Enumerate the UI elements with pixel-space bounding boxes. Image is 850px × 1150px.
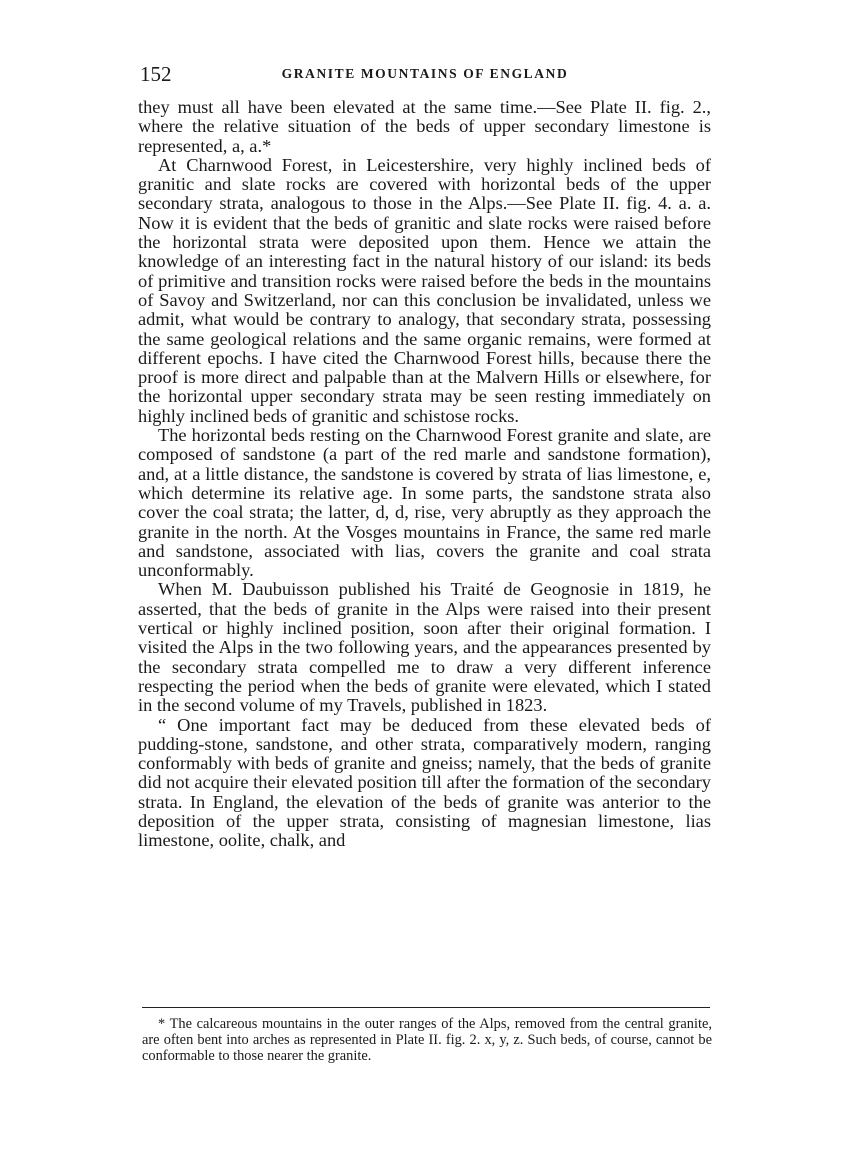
page-header <box>140 62 710 88</box>
paragraph: At Charnwood Forest, in Leicestershire, very highly inclined beds of granitic and slate rocks are covered with horizontal beds of the upper secondary strata, analogous to those in the Alps.—See Plate II. fig. 4. a. a. Now it is evident that the beds of granitic and slate rocks were raised before the horizontal strata were deposited upon them. Hence we attain the knowledge of an interesting fact in the natural history of our island: its beds of primitive and transition rocks were raised before the beds in the mountains of Savoy and Switzerland, nor can this conclusion be invalidated, unless we admit, what would be contrary to analogy, that secondary strata, possessing the same geological relations and the same organic remains, were formed at different epochs. I have cited the Charnwood Forest hills, because there the proof is more direct and palpable than at the Malvern Hills or elsewhere, for the horizontal upper secondary strata may be seen resting immediately on highly inclined beds of granitic and schistose rocks. <box>138 154 711 426</box>
paragraph: The horizontal beds resting on the Charnwood Forest granite and slate, are composed of sandstone (a part of the red marle and sandstone formation), and, at a little distance, the sandstone is covered by strata of lias limestone, e, which determine its relative age. In some parts, the sandstone strata also cover the coal strata; the latter, d, d, rise, very abruptly as they approach the granite in the north. At the Vosges mountains in France, the same red marle and sandstone, associated with lias, covers the granite and coal strata unconformably. <box>138 425 711 581</box>
running-title: GRANITE MOUNTAINS OF ENGLAND <box>281 66 569 81</box>
footnote: * The calcareous mountains in the outer ranges of the Alps, removed from the central granite, are often bent into arches as represented in Plate II. fig. 2. x, y, z. Such beds, of course, cannot be conformable to those nearer the granite. <box>142 1016 712 1064</box>
footnote-divider <box>142 1007 710 1008</box>
page-number: 152 <box>140 62 172 86</box>
paragraph: “ One important fact may be deduced from these elevated beds of pudding-stone, sandstone, and other strata, comparatively modern, ranging conformably with beds of granite and gneiss; namely, that the beds of granite did not acquire their elevated position till after the formation of the secondary strata. In England, the elevation of the beds of granite was anterior to the deposition of the upper strata, consisting of magnesian limestone, lias limestone, oolite, chalk, and <box>138 714 711 851</box>
body-text <box>138 98 711 851</box>
paragraph: they must all have been elevated at the same time.—See Plate II. fig. 2., where the relative situation of the beds of upper secondary limestone is represented, a, a.* <box>138 97 711 156</box>
paragraph: When M. Daubuisson published his Traité de Geognosie in 1819, he asserted, that the beds of granite in the Alps were raised into their present vertical or highly inclined position, soon after their original formation. I visited the Alps in the two following years, and the appearances presented by the secondary strata compelled me to draw a very different inference respecting the period when the beds of granite were elevated, which I stated in the second volume of my Travels, published in 1823. <box>138 579 711 716</box>
